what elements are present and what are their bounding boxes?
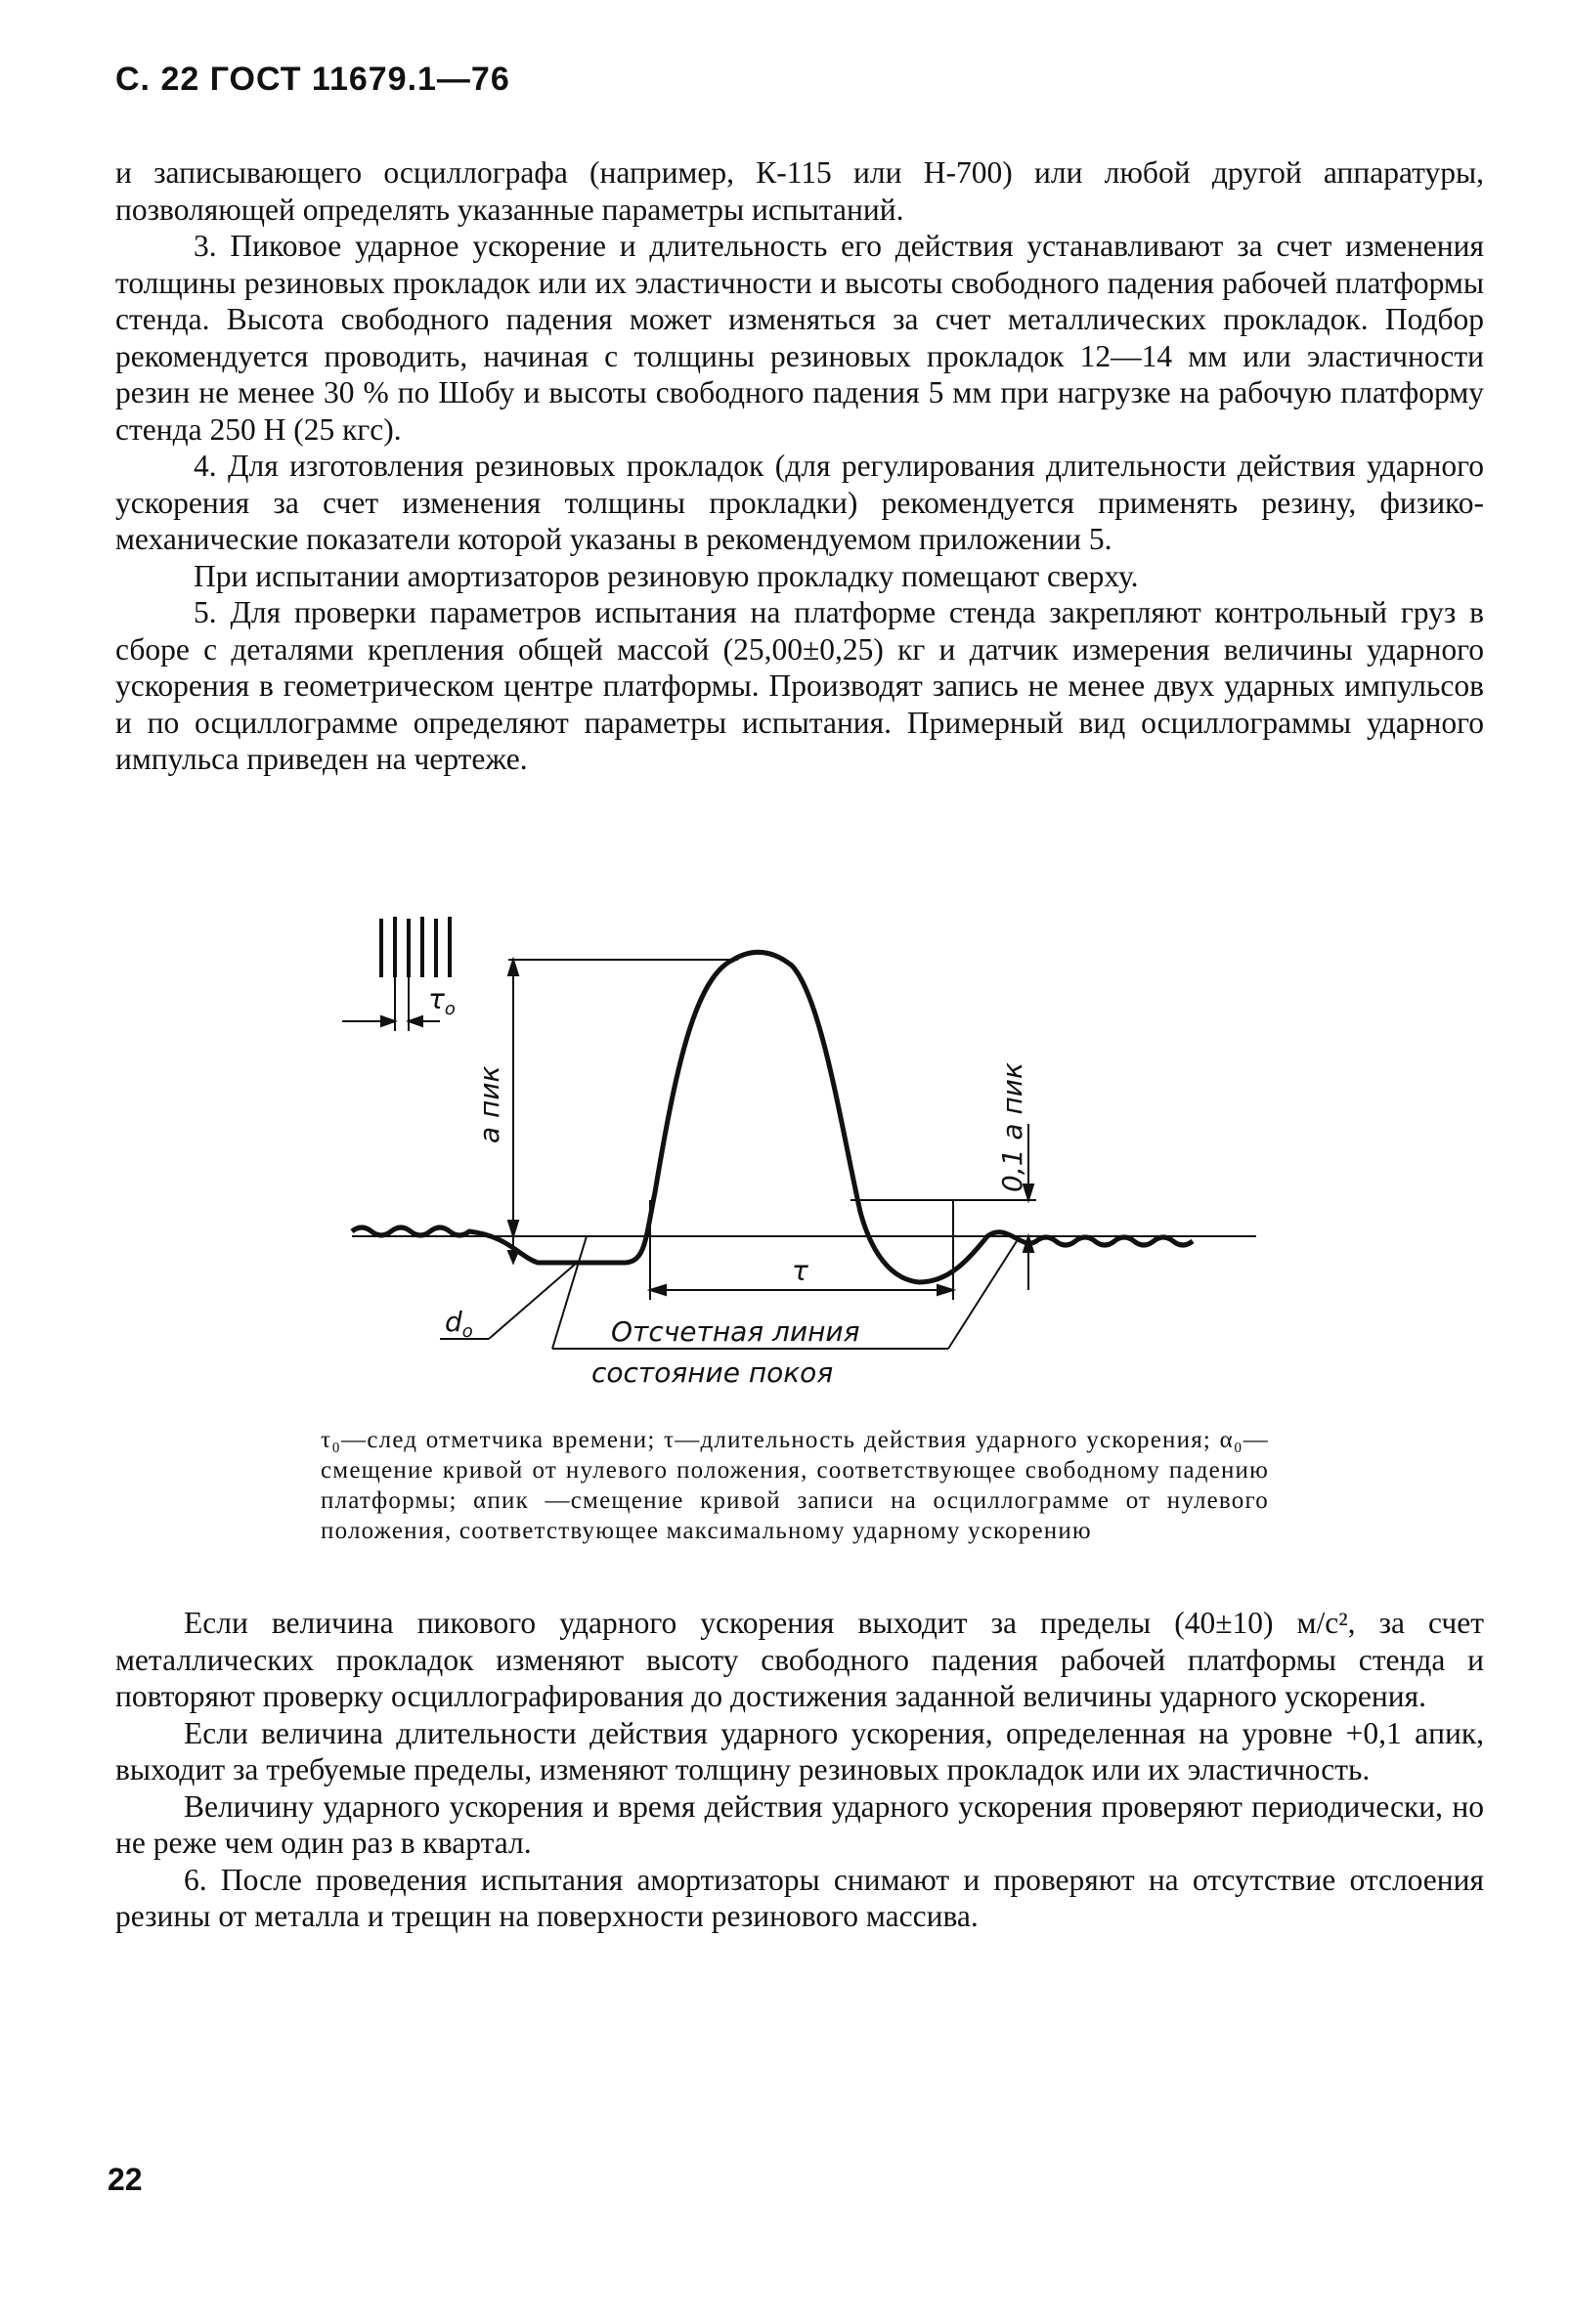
paragraph: и записывающего осциллографа (например, К-115 или Н-700) или любой другой аппаратуры, позволяющей определять указанные параметры испытаний. xyxy=(115,155,1484,227)
rest-state-label: состояние покоя xyxy=(591,1356,834,1389)
tau-label: τ xyxy=(792,1255,808,1287)
a-peak-label: a пик xyxy=(473,1065,505,1143)
paragraph: 6. После проведения испытания амортизаторы снимают и проверяют на отсутствие отслоения резины от металла и трещин на поверхности резинового массива. xyxy=(115,1862,1484,1933)
paragraph: 5. Для проверки параметров испытания на платформе стенда закрепляют контрольный груз в сборе с деталями крепления общей массой (25,00±0,25) кг и датчик измерения величины ударного ускорения в геометрическом центре платформы. Производят запись не менее двух ударных импульсов и по осциллограмме определяют параметры испытания. Примерный вид осциллограммы ударного импульса приведен на чертеже. xyxy=(115,595,1484,776)
paragraph: 3. Пиковое ударное ускорение и длительность его действия устанавливают за счет изменения толщины резиновых прокладок или их эластичности и высоты свободного падения рабочей платформы стенда. Высота свободного падения может изменяться за счет металлических прокладок. Подбор рекомендуется проводить, начиная с толщины резиновых прокладок 12—14 мм или эластичности резин не менее 30 % по Шобу и высоты свободного падения 5 мм при нагрузке на рабочую платформу стенда 250 Н (25 кгс). xyxy=(115,229,1484,447)
reference-line-label: Отсчетная линия xyxy=(611,1315,860,1348)
peak-dimension xyxy=(508,960,738,1236)
d0-label: $d_о$ xyxy=(445,1306,473,1342)
paragraph: При испытании амортизаторов резиновую прокладку помещают сверху. xyxy=(194,558,1139,593)
paragraph: Если величина пикового ударного ускорения выходит за пределы (40±10) м/с², за счет металлических прокладок изменяют высоту свободного падения рабочей платформы стенда и повторяют проверку осциллографирования до достижения заданной величины ударного ускорения. xyxy=(115,1606,1484,1713)
body-text-top xyxy=(115,154,1484,778)
tau0-dimension xyxy=(342,968,440,1031)
page-number: 22 xyxy=(108,2162,143,2197)
body-text-bottom xyxy=(115,1605,1484,1935)
oscillogram-drawing xyxy=(332,899,1290,1407)
time-marker-ticks xyxy=(381,917,450,977)
oscillogram-figure xyxy=(332,899,1290,1407)
paragraph: Величину ударного ускорения и время действия ударного ускорения проверяют периодически, но не реже чем один раз в квартал. xyxy=(115,1788,1484,1860)
caption-text: τ₀—след отметчика времени; τ—длительность действия ударного ускорения; α₀—смещение кривой от нулевого положения, соответствующее свободному падению платформы; αпик —смещение кривой записи на осциллограмме от нулевого положения, соответствующее максимальному ударному ускорению xyxy=(321,1427,1269,1544)
page-header: С. 22 ГОСТ 11679.1—76 xyxy=(115,61,510,98)
tau0-label: $\tau_о$ xyxy=(428,983,456,1019)
paragraph: Если величина длительности действия ударного ускорения, определенная на уровне +0,1 aпик, выходит за требуемые пределы, изменяют толщину резиновых прокладок или их эластичность. xyxy=(115,1715,1484,1786)
figure-caption xyxy=(321,1425,1269,1546)
tenth-a-peak-label: 0,1 a пик xyxy=(996,1062,1028,1192)
paragraph: 4. Для изготовления резиновых прокладок (для регулирования длительности действия ударного ускорения за счет изменения толщины прокладки) рекомендуется применять резину, физико-механические показатели которой указаны в рекомендуемом приложении 5. xyxy=(115,449,1484,556)
